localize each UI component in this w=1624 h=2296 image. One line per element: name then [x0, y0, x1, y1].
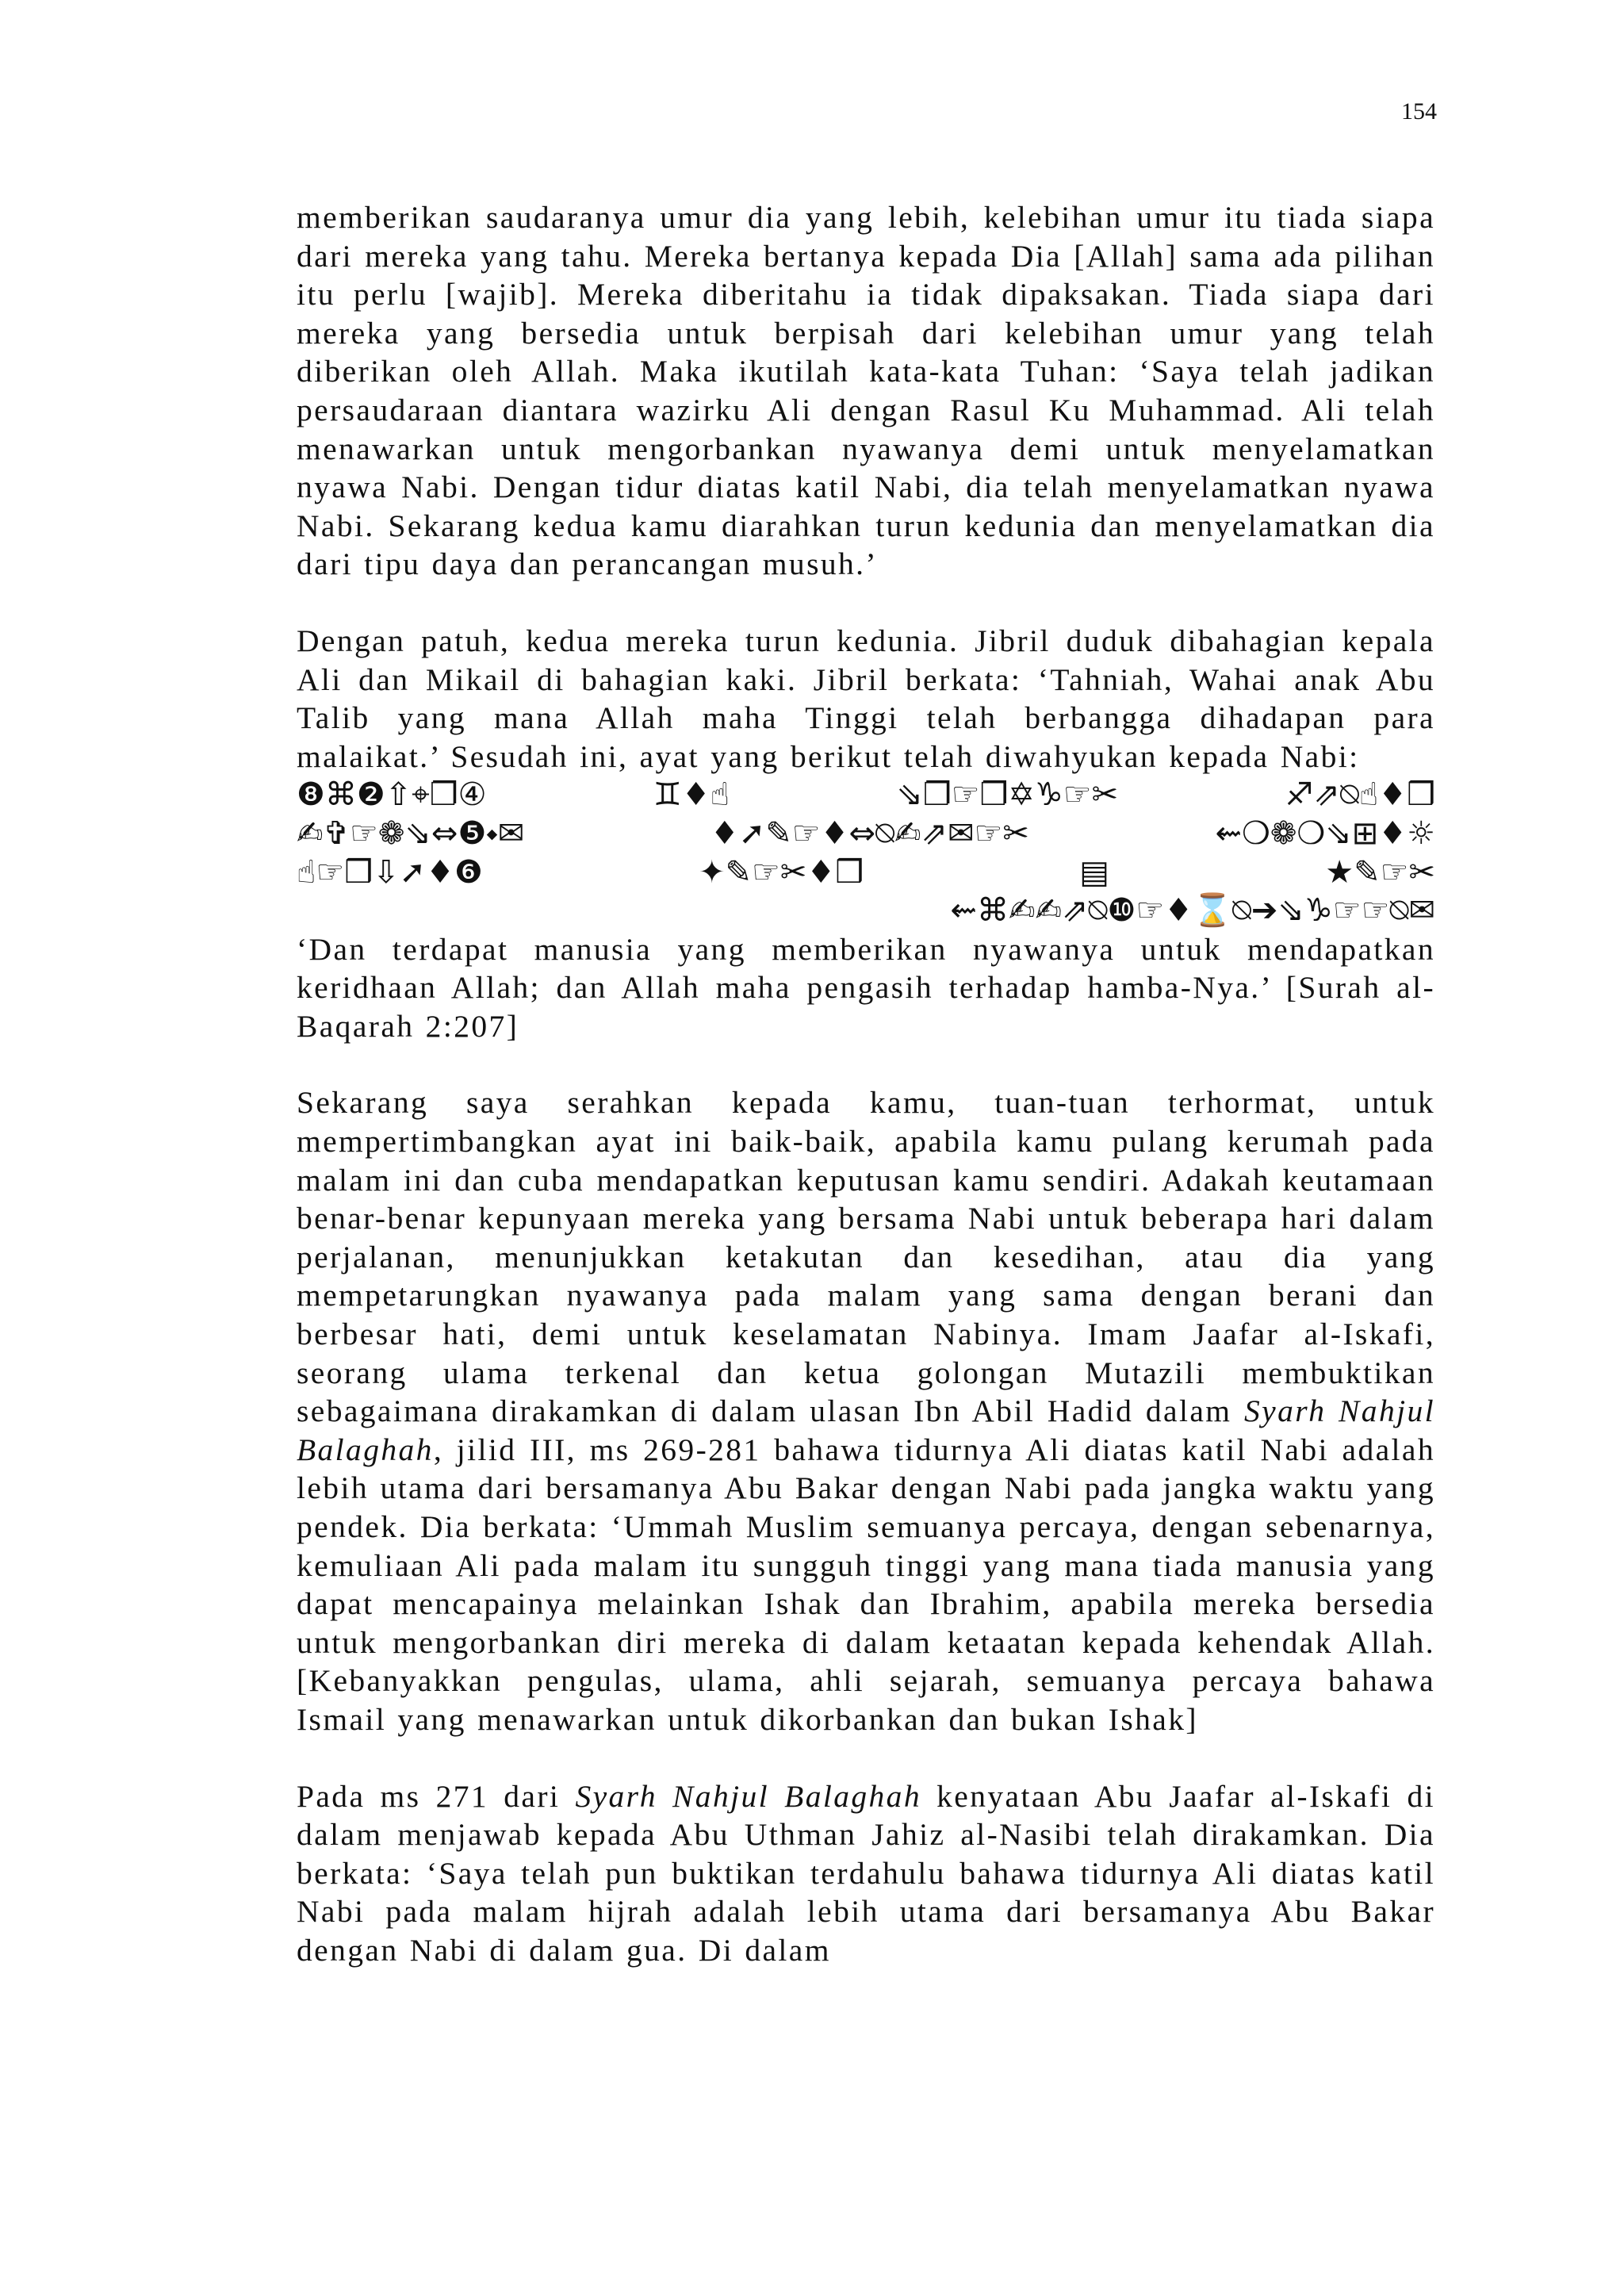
book-title: Syarh Nahjul Balaghah [575, 1778, 921, 1814]
paragraph-4-text: Sekarang saya serahkan kepada kamu, tuan-tuan terhormat, untuk mempertimbangkan ayat ini baik-baik, apabila kamu pulang kerumah pada malam ini dan cuba mendapatkan keputusan kamu sendiri. Adakah keutamaan benar-benar kepunyaan mereka yang bersama Nabi untuk beberapa hari dalam perjalanan, menunjukkan ketakutan dan kesedihan, atau dia yang mempetarungkan nyawanya pada malam yang sama dengan berani dan berbesar hati, demi untuk keselamatan Nabinya. Imam Jaafar al-Iskafi, seorang ulama terkenal dan ketua golongan Mutazili membuktikan sebagaimana dirakamkan di dalam ulasan Ibn Abil Hadid dalam [297, 1085, 1435, 1429]
verse-glyph-group: ♊♦☝ [653, 776, 730, 814]
paragraph-4 [297, 1083, 1435, 1738]
verse-glyph-group: ♐⇗⍉☝♦❒ [1285, 776, 1435, 814]
verse-glyph-group: ★✎☞✂ [1325, 853, 1435, 891]
paragraph-5-start: Pada ms 271 dari [297, 1778, 561, 1814]
verse-glyph-group: ⇜❍❁❍⇘⊞♦☼ [1215, 815, 1435, 852]
verse-glyph-line-2 [297, 815, 1435, 853]
verse-glyph-group: ▤ [1079, 853, 1110, 891]
paragraph-1: memberikan saudaranya umur dia yang lebih, kelebihan umur itu tiada siapa dari mereka yang tahu. Mereka bertanya kepada Dia [Allah] sama ada pilihan itu perlu [wajib]. Mereka diberitahu ia tidak dipaksakan. Tiada siapa dari mereka yang bersedia untuk berpisah dari kelebihan umur yang telah diberikan oleh Allah. Maka ikutilah kata-kata Tuhan: ‘Saya telah jadikan persaudaraan diantara wazirku Ali dengan Rasul Ku Muhammad. Ali telah menawarkan untuk mengorbankan nyawanya demi untuk menyelamatkan nyawa Nabi. Dengan tidur diatas katil Nabi, dia telah menyelamatkan nyawa Nabi. Sekarang kedua kamu diarahkan turun kedunia dan menyelamatkan dia dari tipu daya dan perancangan musuh.’ [297, 200, 1435, 582]
paragraph-3-translation: ‘Dan terdapat manusia yang memberikan nyawanya untuk mendapatkan keridhaan Allah; dan Allah maha pengasih terhadap hamba-Nya.’ [Surah al-Baqarah 2:207] [297, 931, 1435, 1044]
verse-glyph-group: ⇜⌘✍✍⇗⍉❿☞♦⌛⍉➔⇘♑☞☞⍉✉ [950, 892, 1435, 930]
verse-glyph-group: ♦➚✎☞♦⇔⍉✍⇗✉☞✂ [710, 815, 1029, 852]
paragraph-4-rest: , jilid III, ms 269-281 bahawa tidurnya Ali diatas katil Nabi adalah lebih utama dari bersamanya Abu Bakar dengan Nabi pada jangka waktu yang pendek. Dia berkata: ‘Ummah Muslim semuanya percaya, dengan sebenarnya, kemuliaan Ali pada malam itu sungguh tinggi yang mana tiada manusia yang dapat mencapainya melainkan Ishak dan Ibrahim, apabila mereka bersedia untuk mengorbankan diri mereka di dalam ketaatan kepada kehendak Allah. [Kebanyakkan pengulas, ulama, ahli sejarah, semuanya percaya bahawa Ismail yang menawarkan untuk dikorbankan dan bukan Ishak] [297, 1432, 1435, 1737]
paragraph-2: Dengan patuh, kedua mereka turun kedunia. Jibril duduk dibahagian kepala Ali dan Mikail di bahagian kaki. Jibril berkata: ‘Tahniah, Wahai anak Abu Talib yang mana Allah maha Tinggi telah berbangga dihadapan para malaikat.’ Sesudah ini, ayat yang berikut telah diwahyukan kepada Nabi: [297, 623, 1435, 774]
verse-glyph-group: ❽⌘❷⇧⌖❐④ [297, 776, 487, 814]
verse-glyph-line-4 [297, 891, 1435, 930]
paragraph-5 [297, 1777, 1435, 1970]
verse-glyph-group: ✍✞☞❁⇘⇔❺⬩✉ [297, 815, 525, 852]
verse-glyph-group: ⇘❐☞❐✡♑☞✂ [896, 776, 1119, 814]
document-body [297, 198, 1435, 1970]
verse-glyph-group: ✦✎☞✂♦❒ [698, 853, 864, 891]
paragraph-5-rest: kenyataan Abu Jaafar al-Iskafi di dalam menjawab kepada Abu Uthman Jahiz al-Nasibi telah dirakamkan. Dia berkata: ‘Saya telah pun buktikan terdahulu bahawa tidurnya Ali diatas katil Nabi pada malam hijrah adalah lebih utama dari bersamanya Abu Bakar dengan Nabi di dalam gua. Di dalam [297, 1778, 1435, 1968]
book-title: Syarh Nahjul Balaghah [297, 1393, 1435, 1467]
quran-verse-glyphs [297, 776, 1435, 930]
verse-glyph-line-3 [297, 853, 1435, 892]
page-number: 154 [1401, 98, 1437, 125]
verse-glyph-group: ☝☞❒⇩➚♦❻ [297, 853, 483, 891]
verse-glyph-line-1 [297, 776, 1435, 815]
